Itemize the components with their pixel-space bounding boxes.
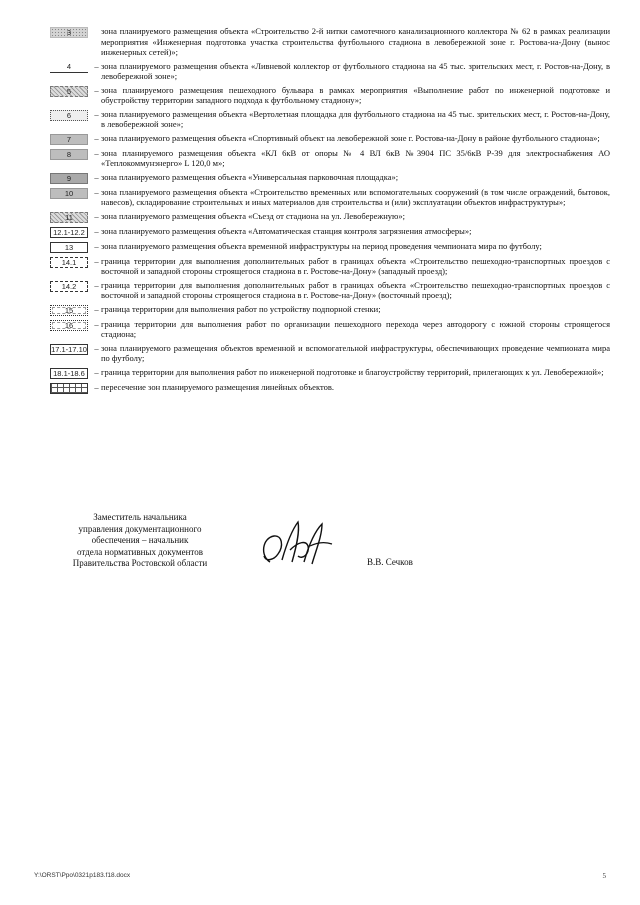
legend-description: зона планируемого размещения объекта «Спортивный объект на левобережной зоне г. Ростова-на-Дону в районе футбольного стадиона»; bbox=[101, 132, 600, 143]
legend-item bbox=[50, 319, 610, 340]
legend-item bbox=[50, 382, 610, 394]
legend-symbol: 14.1 bbox=[50, 257, 88, 268]
legend-symbol: 3 bbox=[50, 27, 88, 38]
legend-description: зона планируемого размещения объекта «Строительство 2-й нитки самотечного канализационного коллектора № 62 в рамках реализации мероприятия «Инженерная подготовка участка строительства футбольного стадиона в левобережной зоне г. Ростова-на-Дону (вынос инженерных сетей)»; bbox=[101, 26, 610, 57]
legend-item bbox=[50, 256, 610, 277]
legend-symbol: 18.1-18.6 bbox=[50, 368, 88, 379]
legend-item bbox=[50, 148, 610, 169]
legend-description: зона планируемого размещения пешеходного бульвара в рамках мероприятия «Выполнение работ по инженерной подготовке и обустройству территории западного подхода к футбольному стадиону»; bbox=[101, 84, 610, 105]
legend-description: зона планируемого размещения объекта временной инфраструктуры на период проведения чемпионата мира по футболу; bbox=[101, 240, 542, 251]
legend-dash: – bbox=[94, 240, 99, 251]
legend-symbol: 15 bbox=[50, 305, 88, 316]
legend-symbol bbox=[50, 383, 88, 394]
legend-symbol: 16 bbox=[50, 320, 88, 331]
legend-item bbox=[50, 26, 610, 58]
legend-item bbox=[50, 133, 610, 145]
legend-item bbox=[50, 211, 610, 223]
legend-description: зона планируемого размещения объекта «Съезд от стадиона на ул. Левобережную»; bbox=[101, 210, 406, 221]
legend-description: граница территории для выполнения дополнительных работ в границах объекта «Строительство пешеходно-транспортных проездов с восточной и западной стороны строящегося стадиона в г. Ростове-на-Дону» (восточный проезд); bbox=[101, 279, 610, 300]
legend-item bbox=[50, 85, 610, 106]
legend-item bbox=[50, 172, 610, 184]
legend-dash: – bbox=[94, 186, 99, 197]
legend-symbol: 5 bbox=[50, 86, 88, 97]
legend-dash: – bbox=[94, 318, 99, 329]
legend bbox=[50, 26, 610, 397]
legend-dash: – bbox=[94, 171, 99, 182]
file-path: Y:\ORST\Ppo\0321p183.f18.docx bbox=[34, 872, 131, 879]
legend-item bbox=[50, 226, 610, 238]
signatory-name: В.В. Сечков bbox=[367, 557, 413, 567]
legend-item bbox=[50, 304, 610, 316]
legend-symbol: 17.1-17.10 bbox=[51, 344, 87, 354]
legend-dash: – bbox=[94, 108, 99, 119]
legend-description: зона планируемого размещения объекта «Вертолетная площадка для футбольного стадиона на 45 тыс. зрительских мест, г. Ростов-на-Дону, в левобережной зоне»; bbox=[101, 108, 610, 129]
legend-symbol: 14.2 bbox=[50, 281, 88, 292]
legend-dash: – bbox=[94, 210, 99, 221]
legend-dash: – bbox=[94, 303, 99, 314]
legend-description: пересечение зон планируемого размещения линейных объектов. bbox=[101, 381, 334, 392]
legend-dash: – bbox=[94, 342, 99, 353]
legend-dash: – bbox=[94, 225, 99, 236]
legend-dash: – bbox=[94, 381, 99, 392]
legend-item bbox=[50, 61, 610, 82]
legend-item bbox=[50, 343, 610, 364]
legend-description: зона планируемого размещения объекта «Автоматическая станция контроля загрязнения атмосферы»; bbox=[101, 225, 472, 236]
handwritten-signature bbox=[252, 516, 342, 572]
legend-dash: – bbox=[94, 147, 99, 158]
page-number: 5 bbox=[602, 872, 606, 880]
legend-item bbox=[50, 367, 610, 379]
legend-description: граница территории для выполнения работ по устройству подпорной стенки; bbox=[101, 303, 381, 314]
legend-description: зона планируемого размещения объектов временной и вспомогательной инфраструктуры, обеспечивающих проведение чемпионата мира по футболу; bbox=[101, 342, 610, 363]
legend-item bbox=[50, 280, 610, 301]
legend-symbol: 8 bbox=[50, 149, 88, 160]
signature-block bbox=[40, 512, 600, 582]
legend-dash: – bbox=[94, 84, 99, 95]
position-line: обеспечения – начальник bbox=[91, 535, 189, 545]
position-line: Правительства Ростовской области bbox=[72, 558, 208, 568]
legend-item bbox=[50, 241, 610, 253]
legend-symbol: 9 bbox=[50, 173, 88, 184]
legend-symbol: 11 bbox=[50, 212, 88, 223]
legend-dash: – bbox=[94, 366, 99, 377]
legend-description: граница территории для выполнения работ по организации пешеходного перехода через автодорогу с южной стороны строящегося стадиона; bbox=[101, 318, 610, 339]
legend-symbol: 6 bbox=[50, 110, 88, 121]
position-line: управления документационного bbox=[78, 523, 202, 534]
legend-description: зона планируемого размещения объекта «Ливневой коллектор от футбольного стадиона на 45 тыс. зрительских мест, г. Ростов-на-Дону, в левобережной зоне»; bbox=[101, 60, 610, 81]
legend-symbol: 7 bbox=[50, 134, 88, 145]
legend-description: граница территории для выполнения дополнительных работ в границах объекта «Строительство пешеходно-транспортных проездов с восточной и западной стороны строящегося стадиона в г. Ростове-на-Дону» (западный проезд); bbox=[101, 255, 610, 276]
position-line: Заместитель начальника bbox=[93, 512, 187, 522]
legend-item bbox=[50, 109, 610, 130]
legend-dash: – bbox=[94, 60, 99, 71]
legend-description: зона планируемого размещения объекта «Строительство временных или вспомогательных сооружений (в том числе ограждений, бытовок, навесов), складирование строительных и иных материалов для строительства и (или) эксплуатации объектов инфраструктуры»; bbox=[101, 186, 610, 207]
legend-symbol: 10 bbox=[50, 188, 88, 199]
legend-description: зона планируемого размещения объекта «Универсальная парковочная площадка»; bbox=[101, 171, 399, 182]
position-line: отдела нормативных документов bbox=[77, 546, 203, 557]
legend-item bbox=[50, 187, 610, 208]
legend-dash: – bbox=[94, 132, 99, 143]
legend-dash: – bbox=[94, 255, 99, 266]
legend-symbol: 13 bbox=[50, 242, 88, 253]
legend-symbol: 4 bbox=[50, 62, 88, 73]
legend-description: граница территории для выполнения работ по инженерной подготовке и благоустройству территорий, прилегающих к ул. Левобережной»; bbox=[101, 366, 604, 377]
signatory-position bbox=[40, 512, 240, 570]
legend-description: зона планируемого размещения объекта «КЛ 6кВ от опоры № 4 ВЛ 6кВ №3904 ПС 35/6кВ Р-39 для электроснабжения АО «Теплокоммунэнерго» L 120,0 м»; bbox=[101, 147, 610, 168]
legend-symbol: 12.1-12.2 bbox=[50, 227, 88, 238]
legend-dash: – bbox=[94, 279, 99, 290]
